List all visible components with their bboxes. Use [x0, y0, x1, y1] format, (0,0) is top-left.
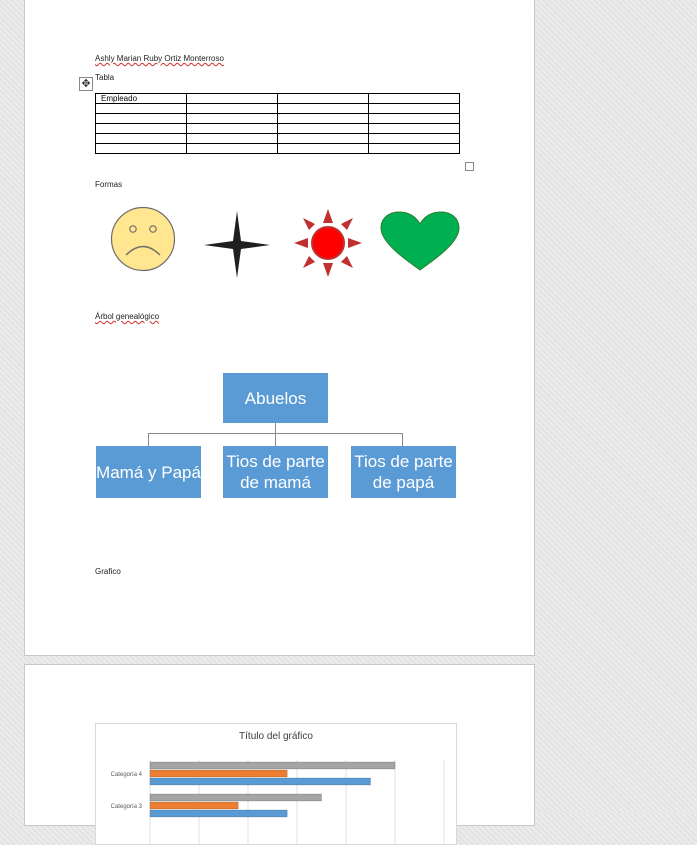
chart-area[interactable] — [95, 723, 457, 845]
table-cell[interactable] — [369, 114, 460, 124]
table-cell[interactable] — [278, 94, 369, 104]
table-resize-handle[interactable] — [465, 162, 474, 171]
table-cell[interactable] — [278, 144, 369, 154]
table-cell[interactable] — [96, 134, 187, 144]
author-line — [95, 54, 224, 63]
sun-icon[interactable] — [293, 208, 363, 278]
table-row — [96, 94, 460, 104]
category-label: Categoría 4 — [110, 772, 142, 778]
table-caption: Tabla — [95, 73, 115, 82]
chart-bar — [150, 762, 395, 769]
chart-bar — [150, 778, 371, 785]
org-child-box-2[interactable]: Tios de parte de mamá — [223, 446, 328, 498]
table-cell[interactable] — [369, 144, 460, 154]
table-cell[interactable] — [187, 144, 278, 154]
heart-icon[interactable] — [378, 210, 462, 272]
table-cell[interactable] — [278, 124, 369, 134]
table-cell[interactable] — [96, 114, 187, 124]
table-cell[interactable] — [369, 134, 460, 144]
org-connector — [402, 433, 403, 446]
table-cell[interactable] — [278, 104, 369, 114]
shapes-caption: Formas — [95, 180, 123, 189]
org-connector — [275, 433, 276, 446]
table-cell[interactable]: Empleado — [96, 94, 187, 104]
chart-bar — [150, 802, 238, 809]
chart-title: Título del gráfico — [239, 731, 313, 742]
table-cell[interactable] — [187, 104, 278, 114]
table-cell[interactable] — [96, 124, 187, 134]
graph-caption: Grafico — [95, 567, 121, 576]
org-connector — [148, 433, 149, 446]
document-page-2 — [24, 664, 535, 826]
org-child-box-3[interactable]: Tios de parte de papá — [351, 446, 456, 498]
table-cell[interactable] — [369, 94, 460, 104]
chart-bar — [150, 770, 287, 777]
table-row — [96, 134, 460, 144]
four-point-star-icon[interactable] — [202, 210, 272, 280]
table-row — [96, 104, 460, 114]
author-name: Ashly Marian Ruby Ortiz Monterroso — [95, 54, 224, 63]
table-cell[interactable] — [187, 94, 278, 104]
table-cell[interactable] — [187, 124, 278, 134]
table-row — [96, 144, 460, 154]
chart-bar — [150, 810, 287, 817]
table-row — [96, 124, 460, 134]
table-row — [96, 114, 460, 124]
table-move-handle[interactable]: ✥ — [79, 77, 93, 91]
table-cell[interactable] — [369, 124, 460, 134]
table-cell[interactable] — [96, 104, 187, 114]
table-cell[interactable] — [278, 114, 369, 124]
tree-caption: Árbol genealógico — [95, 312, 160, 321]
table-cell[interactable] — [187, 134, 278, 144]
table-cell[interactable] — [278, 134, 369, 144]
document-page-1 — [24, 0, 535, 656]
org-child-box-1[interactable]: Mamá y Papá — [96, 446, 201, 498]
employee-table[interactable] — [95, 93, 460, 154]
table-cell[interactable] — [187, 114, 278, 124]
category-label: Categoría 3 — [110, 804, 142, 810]
table-cell[interactable] — [369, 104, 460, 114]
bar-chart — [96, 724, 456, 844]
table-cell[interactable] — [96, 144, 187, 154]
chart-bar — [150, 794, 322, 801]
sad-face-icon[interactable] — [110, 206, 178, 274]
org-root-box[interactable]: Abuelos — [223, 373, 328, 423]
